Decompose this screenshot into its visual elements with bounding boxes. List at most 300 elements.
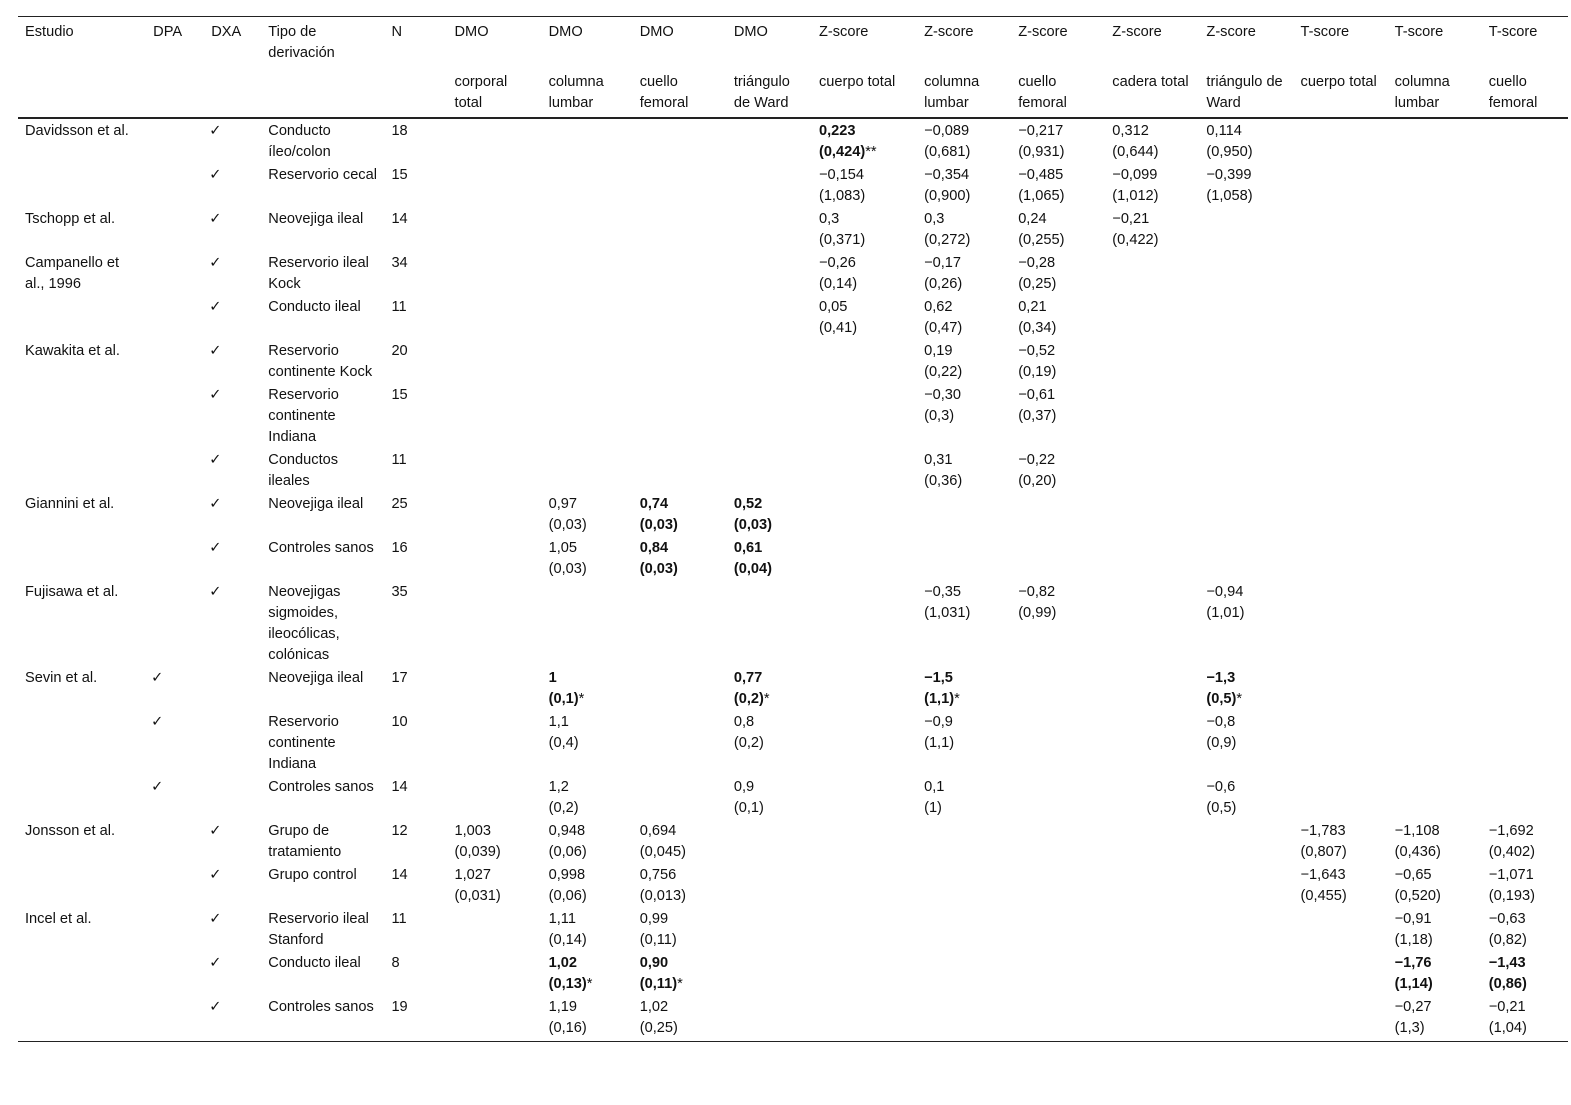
cell-value <box>1294 537 1388 581</box>
table-row <box>18 581 1568 667</box>
cell-study: Giannini et al. <box>25 496 115 512</box>
cell-derivation-type: Conducto ileal <box>268 299 361 315</box>
cell-value: −0,485 (1,065) <box>1018 167 1065 204</box>
cell-value: −0,099 (1,012) <box>1112 167 1159 204</box>
cell-value <box>1482 208 1568 252</box>
table-row <box>18 711 1568 776</box>
cell-value <box>1482 164 1568 208</box>
cell-value <box>917 820 1011 864</box>
cell-study: Kawakita et al. <box>25 343 120 359</box>
cell-value <box>1199 493 1293 537</box>
cell-dpa <box>146 537 204 581</box>
cell-value <box>1105 908 1199 952</box>
cell-value: 1,19 (0,16) <box>542 996 633 1042</box>
col-header-estudio: Estudio <box>18 17 146 69</box>
cell-value <box>448 384 542 449</box>
cell-study: Incel et al. <box>25 911 92 927</box>
cell-value <box>1388 340 1482 384</box>
cell-n: 11 <box>391 911 407 927</box>
cell-value: 0,19 (0,22) <box>924 343 963 380</box>
cell-value <box>1011 493 1105 537</box>
cell-dxa: ✓ <box>209 955 222 971</box>
cell-n: 15 <box>391 167 408 183</box>
table-row <box>18 252 1568 296</box>
cell-value: −0,21 (0,422) <box>1112 211 1159 248</box>
cell-value <box>727 996 812 1042</box>
cell-value <box>1105 384 1199 449</box>
cell-value <box>1388 296 1482 340</box>
cell-value: 0,1 (1) <box>924 779 945 816</box>
cell-dxa: ✓ <box>209 584 222 600</box>
cell-dxa: ✓ <box>209 343 222 359</box>
cell-value <box>1294 996 1388 1042</box>
col-subheader <box>18 68 146 118</box>
cell-value <box>1482 384 1568 449</box>
cell-value <box>1011 820 1105 864</box>
cell-value <box>812 820 917 864</box>
cell-value <box>1105 493 1199 537</box>
cell-value <box>1482 252 1568 296</box>
cell-value <box>542 118 633 164</box>
cell-value <box>1011 908 1105 952</box>
cell-value <box>1105 711 1199 776</box>
bmd-studies-table <box>18 16 1568 1042</box>
cell-value <box>633 296 727 340</box>
cell-derivation-type: Reservorio continente Indiana <box>268 387 339 445</box>
cell-value <box>727 296 812 340</box>
cell-value <box>448 776 542 820</box>
cell-value <box>812 711 917 776</box>
cell-value: 0,97 (0,03) <box>548 496 587 533</box>
cell-value: 1,05 (0,03) <box>548 540 587 577</box>
cell-dxa: ✓ <box>209 123 222 139</box>
cell-value <box>542 252 633 296</box>
cell-dpa <box>146 449 204 493</box>
cell-value <box>448 208 542 252</box>
cell-value <box>633 667 727 711</box>
col-subheader: cadera total <box>1105 68 1199 118</box>
cell-value: −1,692 (0,402) <box>1488 823 1535 860</box>
cell-value <box>448 449 542 493</box>
cell-value <box>1199 537 1293 581</box>
cell-value <box>1199 252 1293 296</box>
cell-value <box>727 164 812 208</box>
cell-value <box>1294 449 1388 493</box>
cell-value: −0,65 (0,520) <box>1394 867 1441 904</box>
table-row <box>18 537 1568 581</box>
cell-value: 0,52 (0,03) <box>733 496 772 533</box>
cell-value <box>448 537 542 581</box>
col-subheader: columna lumbar <box>542 68 633 118</box>
cell-value <box>812 864 917 908</box>
col-header-dmo-3: DMO <box>633 17 727 69</box>
cell-value <box>1388 537 1482 581</box>
cell-dxa: ✓ <box>209 496 222 512</box>
cell-study <box>18 449 146 493</box>
cell-derivation-type: Neovejiga ileal <box>268 670 364 686</box>
table-row <box>18 820 1568 864</box>
cell-value <box>1388 449 1482 493</box>
cell-value <box>1294 164 1388 208</box>
cell-value <box>1388 164 1482 208</box>
cell-value: −0,35 (1,031) <box>924 584 971 621</box>
cell-value <box>448 252 542 296</box>
cell-dpa: ✓ <box>151 714 164 730</box>
cell-dxa <box>204 776 261 820</box>
cell-derivation-type: Neovejiga ileal <box>268 211 364 227</box>
cell-value <box>1011 952 1105 996</box>
cell-value <box>1388 711 1482 776</box>
cell-value <box>1105 252 1199 296</box>
col-subheader: triángulo de Ward <box>727 68 812 118</box>
cell-value <box>1294 208 1388 252</box>
cell-dpa <box>146 820 204 864</box>
cell-value: 0,223 (0,424)** <box>818 123 877 160</box>
cell-n: 10 <box>391 714 408 730</box>
cell-value: −0,154 (1,083) <box>818 167 866 204</box>
cell-derivation-type: Controles sanos <box>261 996 384 1042</box>
cell-value <box>1294 340 1388 384</box>
cell-value <box>1105 776 1199 820</box>
cell-value <box>1199 820 1293 864</box>
cell-value <box>1011 776 1105 820</box>
cell-dpa <box>146 996 204 1042</box>
table-row <box>18 118 1568 164</box>
cell-value <box>542 449 633 493</box>
cell-value <box>1294 493 1388 537</box>
cell-value <box>1199 208 1293 252</box>
cell-value <box>448 952 542 996</box>
cell-value <box>1011 864 1105 908</box>
cell-n: 12 <box>391 823 408 839</box>
cell-dxa: ✓ <box>209 167 222 183</box>
cell-value <box>633 449 727 493</box>
table-row <box>18 952 1568 996</box>
cell-dxa: ✓ <box>209 211 222 227</box>
cell-value <box>633 208 727 252</box>
cell-value <box>448 164 542 208</box>
cell-value: −0,6 (0,5) <box>1206 779 1237 816</box>
cell-value <box>1294 581 1388 667</box>
cell-value <box>448 908 542 952</box>
col-header-tscore-1: T-score <box>1294 17 1388 69</box>
cell-value: −1,643 (0,455) <box>1300 867 1347 904</box>
cell-value: −0,91 (1,18) <box>1394 911 1433 948</box>
table-row <box>18 864 1568 908</box>
cell-value <box>1011 996 1105 1042</box>
cell-value <box>812 776 917 820</box>
table-row <box>18 908 1568 952</box>
cell-value: 0,756 (0,013) <box>639 867 686 904</box>
cell-dxa: ✓ <box>209 867 222 883</box>
cell-dpa: ✓ <box>151 670 164 686</box>
cell-value: −0,28 (0,25) <box>1018 255 1057 292</box>
cell-value <box>1294 711 1388 776</box>
cell-value: 0,114 (0,950) <box>1206 123 1253 160</box>
cell-value <box>633 711 727 776</box>
cell-value <box>812 996 917 1042</box>
cell-value: −0,22 (0,20) <box>1018 452 1057 489</box>
cell-value <box>1294 118 1388 164</box>
cell-value: 0,3 (0,371) <box>818 211 866 248</box>
cell-dpa <box>146 493 204 537</box>
cell-value <box>1294 296 1388 340</box>
cell-derivation-type: Controles sanos <box>268 540 374 556</box>
cell-value <box>812 384 917 449</box>
cell-n: 11 <box>391 452 407 468</box>
cell-dpa <box>146 384 204 449</box>
cell-derivation-type: Grupo de tratamiento <box>268 823 342 860</box>
cell-derivation-type: Grupo control <box>268 867 357 883</box>
cell-value <box>633 340 727 384</box>
col-subheader: cuerpo total <box>1294 68 1388 118</box>
col-header-zscore-2: Z-score <box>917 17 1011 69</box>
col-header-zscore-1: Z-score <box>812 17 917 69</box>
cell-value <box>1482 118 1568 164</box>
cell-study <box>18 164 146 208</box>
cell-value <box>1388 581 1482 667</box>
cell-dpa <box>146 252 204 296</box>
cell-value <box>727 908 812 952</box>
cell-value <box>1482 296 1568 340</box>
header-row-2 <box>18 68 1568 118</box>
cell-value <box>812 952 917 996</box>
cell-dpa <box>146 340 204 384</box>
cell-value: −0,089 (0,681) <box>924 123 971 160</box>
table-row <box>18 776 1568 820</box>
cell-value: 0,312 (0,644) <box>1112 123 1159 160</box>
table-row <box>18 449 1568 493</box>
cell-value: −0,21 (1,04) <box>1482 996 1568 1042</box>
cell-value: −1,071 (0,193) <box>1488 867 1535 904</box>
cell-value: −1,108 (0,436) <box>1394 823 1441 860</box>
cell-value <box>633 581 727 667</box>
cell-value <box>1482 667 1568 711</box>
cell-dpa: ✓ <box>151 779 164 795</box>
col-header-tipo: Tipo de derivación <box>261 17 384 69</box>
cell-value <box>1294 384 1388 449</box>
cell-value: −0,82 (0,99) <box>1018 584 1057 621</box>
cell-value <box>727 864 812 908</box>
cell-value <box>1199 996 1293 1042</box>
cell-value <box>1199 296 1293 340</box>
table-row <box>18 296 1568 340</box>
cell-value <box>1011 667 1105 711</box>
cell-value <box>917 537 1011 581</box>
cell-value <box>1199 952 1293 996</box>
cell-dxa <box>204 667 261 711</box>
cell-value <box>917 864 1011 908</box>
cell-dpa <box>146 208 204 252</box>
cell-value <box>1294 667 1388 711</box>
table-row <box>18 493 1568 537</box>
cell-value <box>917 996 1011 1042</box>
cell-dpa <box>146 864 204 908</box>
cell-derivation-type: Conducto ileal <box>268 955 361 971</box>
table-row <box>18 340 1568 384</box>
cell-value <box>1388 776 1482 820</box>
cell-value <box>812 537 917 581</box>
col-header-dxa: DXA <box>204 17 261 69</box>
cell-value <box>448 493 542 537</box>
table-row <box>18 996 1568 1042</box>
cell-derivation-type: Reservorio continente Kock <box>268 343 373 380</box>
cell-value: −0,52 (0,19) <box>1018 343 1057 380</box>
cell-value <box>633 384 727 449</box>
cell-derivation-type: Controles sanos <box>268 779 374 795</box>
cell-value <box>812 340 917 384</box>
col-subheader <box>261 68 384 118</box>
cell-value: −0,9 (1,1) <box>924 714 955 751</box>
cell-value: 0,948 (0,06) <box>548 823 587 860</box>
cell-value: 0,8 (0,2) <box>733 714 764 751</box>
cell-derivation-type: Conducto íleo/colon <box>268 123 331 160</box>
cell-value: 1,027 (0,031) <box>454 867 501 904</box>
cell-value <box>448 996 542 1042</box>
cell-dpa <box>146 164 204 208</box>
cell-value <box>448 296 542 340</box>
cell-study: Jonsson et al. <box>25 823 116 839</box>
cell-value <box>1105 864 1199 908</box>
col-subheader <box>204 68 261 118</box>
cell-value <box>1482 340 1568 384</box>
cell-study <box>18 296 146 340</box>
cell-study <box>18 384 146 449</box>
cell-derivation-type: Conductos ileales <box>268 452 339 489</box>
cell-derivation-type: Neovejiga ileal <box>268 496 364 512</box>
cell-value: 1,1 (0,4) <box>548 714 579 751</box>
cell-value <box>1105 537 1199 581</box>
cell-dxa: ✓ <box>209 299 222 315</box>
cell-value <box>812 449 917 493</box>
cell-value: 0,21 (0,34) <box>1018 299 1057 336</box>
cell-derivation-type: Reservorio ileal Stanford <box>268 911 369 948</box>
cell-value <box>1105 667 1199 711</box>
cell-value <box>812 581 917 667</box>
cell-n: 18 <box>391 123 408 139</box>
cell-value <box>1388 208 1482 252</box>
cell-dpa <box>146 952 204 996</box>
cell-value: −1,3 (0,5)* <box>1206 670 1243 707</box>
cell-value <box>1105 581 1199 667</box>
cell-value <box>1199 864 1293 908</box>
col-subheader: columna lumbar <box>1388 68 1482 118</box>
cell-value <box>448 711 542 776</box>
cell-n: 15 <box>391 387 408 403</box>
cell-value <box>727 208 812 252</box>
cell-value: −0,399 (1,058) <box>1206 167 1253 204</box>
col-header-dmo-2: DMO <box>542 17 633 69</box>
cell-value <box>812 667 917 711</box>
cell-value: −0,8 (0,9) <box>1206 714 1237 751</box>
col-subheader: cuello femoral <box>633 68 727 118</box>
cell-n: 11 <box>391 299 407 315</box>
cell-n: 25 <box>391 496 408 512</box>
cell-value: 0,3 (0,272) <box>924 211 971 248</box>
table-body <box>18 118 1568 1042</box>
col-header-dpa: DPA <box>146 17 204 69</box>
table-row <box>18 667 1568 711</box>
col-header-dmo-1: DMO <box>448 17 542 69</box>
cell-value: 1,003 (0,039) <box>454 823 501 860</box>
cell-derivation-type: Neovejigas sigmoides, ileocólicas, colónicas <box>268 584 341 663</box>
cell-n: 20 <box>391 343 408 359</box>
cell-value: 0,74 (0,03) <box>639 496 678 533</box>
cell-value: 0,61 (0,04) <box>733 540 772 577</box>
cell-value <box>1105 340 1199 384</box>
cell-value: −0,63 (0,82) <box>1488 911 1527 948</box>
cell-dxa: ✓ <box>204 996 261 1042</box>
col-subheader <box>384 68 447 118</box>
cell-value <box>917 908 1011 952</box>
cell-value <box>448 340 542 384</box>
cell-value: −0,354 (0,900) <box>924 167 971 204</box>
cell-value <box>1105 996 1199 1042</box>
cell-dpa <box>146 118 204 164</box>
cell-n: 14 <box>391 779 408 795</box>
cell-value: 0,24 (0,255) <box>1018 211 1065 248</box>
cell-value <box>542 208 633 252</box>
cell-value: −0,30 (0,3) <box>924 387 962 424</box>
cell-value: 1 (0,1)* <box>548 670 585 707</box>
cell-value <box>1388 667 1482 711</box>
cell-value <box>542 581 633 667</box>
col-header-dmo-4: DMO <box>727 17 812 69</box>
cell-value: −1,5 (1,1)* <box>924 670 960 707</box>
cell-value: −0,27 (1,3) <box>1388 996 1482 1042</box>
cell-study: Campanello et al., 1996 <box>25 255 120 292</box>
cell-value: −1,783 (0,807) <box>1300 823 1347 860</box>
cell-value <box>1199 449 1293 493</box>
cell-value <box>448 581 542 667</box>
cell-value <box>1482 537 1568 581</box>
cell-value <box>1388 493 1482 537</box>
cell-value <box>1105 449 1199 493</box>
cell-value <box>1388 384 1482 449</box>
cell-value <box>1482 776 1568 820</box>
cell-value <box>633 252 727 296</box>
cell-value <box>633 776 727 820</box>
cell-value <box>1105 952 1199 996</box>
cell-value: −0,17 (0,26) <box>924 255 963 292</box>
cell-value: 0,31 (0,36) <box>924 452 963 489</box>
cell-value: 0,05 (0,41) <box>818 299 858 336</box>
cell-n: 35 <box>391 584 408 600</box>
cell-study: Fujisawa et al. <box>25 584 119 600</box>
cell-dxa <box>204 711 261 776</box>
col-subheader: cuello femoral <box>1011 68 1105 118</box>
cell-study: Sevin et al. <box>25 670 98 686</box>
cell-value <box>1482 711 1568 776</box>
cell-dxa: ✓ <box>209 540 222 556</box>
cell-n: 8 <box>391 955 400 971</box>
cell-dxa: ✓ <box>209 823 222 839</box>
cell-value: −1,43 (0,86) <box>1488 955 1527 992</box>
cell-value <box>1011 711 1105 776</box>
col-subheader: triángulo de Ward <box>1199 68 1293 118</box>
cell-dpa <box>146 296 204 340</box>
cell-n: 19 <box>384 996 447 1042</box>
cell-value <box>1199 908 1293 952</box>
cell-value <box>727 118 812 164</box>
cell-value <box>633 164 727 208</box>
cell-value: 0,9 (0,1) <box>733 779 764 816</box>
cell-n: 14 <box>391 211 408 227</box>
cell-study: Davidsson et al. <box>25 123 129 139</box>
cell-dxa: ✓ <box>209 452 222 468</box>
cell-value: 1,11 (0,14) <box>548 911 587 948</box>
cell-value <box>1294 952 1388 996</box>
